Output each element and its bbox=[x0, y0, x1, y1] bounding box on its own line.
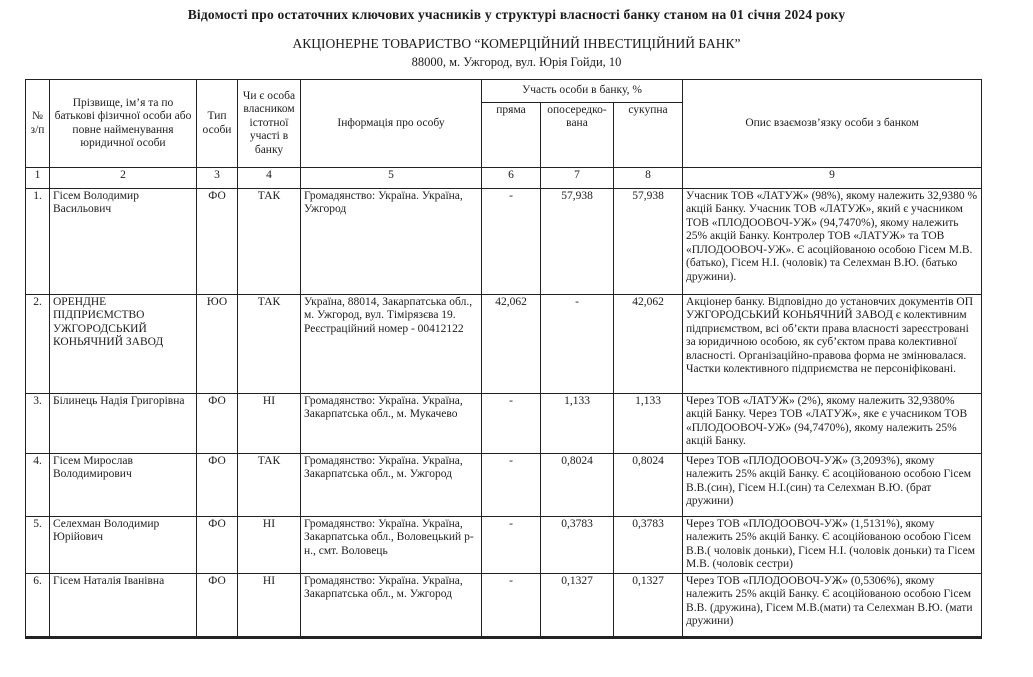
cell-direct-share: - bbox=[482, 454, 541, 517]
header-essential-owner: Чи є особа власником істотної участі в банку bbox=[238, 80, 301, 168]
cell-person-info: Громадянство: Україна. Україна, Ужгород bbox=[301, 189, 482, 295]
cell-name: ОРЕНДНЕ ПІДПРИЄМСТВО УЖГОРОДСЬКИЙ КОНЬЯЧНИЙ ЗАВОД bbox=[50, 295, 197, 394]
cell-relationship-description: Через ТОВ «ПЛОДООВОЧ-УЖ» (1,5131%), якому належить 25% акцій Банку. Є асоційованою особою Гісем В.В.( чоловік доньки), Гісем Н.І. (чоловік доньки) та Гісем М.В. (чоловік сестри) bbox=[683, 517, 982, 574]
cell-name: Селехман Володимир Юрійович bbox=[50, 517, 197, 574]
column-number: 7 bbox=[541, 168, 614, 189]
header-direct-share: пряма bbox=[482, 103, 541, 168]
cell-total-share: 1,133 bbox=[614, 394, 683, 454]
column-number: 3 bbox=[197, 168, 238, 189]
cell-indirect-share: 57,938 bbox=[541, 189, 614, 295]
column-number: 6 bbox=[482, 168, 541, 189]
header-num: № з/п bbox=[26, 80, 50, 168]
cell-person-type: ФО bbox=[197, 573, 238, 637]
header-indirect-share: опосередко-вана bbox=[541, 103, 614, 168]
column-number: 8 bbox=[614, 168, 683, 189]
column-number: 2 bbox=[50, 168, 197, 189]
cell-essential-owner: НІ bbox=[238, 573, 301, 637]
cell-person-type: ФО bbox=[197, 394, 238, 454]
cell-direct-share: - bbox=[482, 573, 541, 637]
cell-person-info: Громадянство: Україна. Україна, Закарпатська обл., м. Ужгород bbox=[301, 573, 482, 637]
cell-essential-owner: ТАК bbox=[238, 189, 301, 295]
cell-num: 2. bbox=[26, 295, 50, 394]
ownership-table bbox=[25, 79, 982, 639]
header-description: Опис взаємозв’язку особи з банком bbox=[683, 80, 982, 168]
header-participation: Участь особи в банку, % bbox=[482, 80, 683, 103]
cell-essential-owner: НІ bbox=[238, 394, 301, 454]
cell-person-info: Громадянство: Україна. Україна, Закарпатська обл., Воловецький р-н., смт. Воловець bbox=[301, 517, 482, 574]
cell-person-type: ФО bbox=[197, 517, 238, 574]
cell-person-info: Україна, 88014, Закарпатська обл., м. Ужгород, вул. Тімірязєва 19. Реєстраційний номер - 00412122 bbox=[301, 295, 482, 394]
cell-num: 5. bbox=[26, 517, 50, 574]
cell-direct-share: - bbox=[482, 189, 541, 295]
column-number: 9 bbox=[683, 168, 982, 189]
table-row bbox=[26, 573, 982, 637]
cell-person-type: ФО bbox=[197, 189, 238, 295]
cell-name: Білинець Надія Григорівна bbox=[50, 394, 197, 454]
cell-total-share: 0,8024 bbox=[614, 454, 683, 517]
table-row bbox=[26, 454, 982, 517]
cell-indirect-share: 0,8024 bbox=[541, 454, 614, 517]
cell-indirect-share: 1,133 bbox=[541, 394, 614, 454]
cell-direct-share: - bbox=[482, 517, 541, 574]
cell-person-type: ФО bbox=[197, 454, 238, 517]
cell-num: 1. bbox=[26, 189, 50, 295]
bank-address: 88000, м. Ужгород, вул. Юрія Гойди, 10 bbox=[411, 55, 622, 69]
header-person-info: Інформація про особу bbox=[301, 80, 482, 168]
page-title: Відомості про остаточних ключових учасників у структурі власності банку станом на 01 січня 2024 року bbox=[187, 7, 846, 22]
cell-person-info: Громадянство: Україна. Україна, Закарпатська обл., м. Мукачево bbox=[301, 394, 482, 454]
cell-relationship-description: Учасник ТОВ «ЛАТУЖ» (98%), якому належить 32,9380 % акцій Банку. Учасник ТОВ «ЛАТУЖ», який є учасником ТОВ «ПЛОДООВОЧ-УЖ» (94,7470%), якому належить 25% акцій Банку. Контролер ТОВ «ЛАТУЖ» та ТОВ «ПЛОДООВОЧ-УЖ». Є асоційованою особою Гісем М.В. (батько), Гісем Н.І. (чоловік) та Селехман В.Ю. (батько дружини). bbox=[683, 189, 982, 295]
cell-total-share: 0,3783 bbox=[614, 517, 683, 574]
header-total-share: сукупна bbox=[614, 103, 683, 168]
cell-person-type: ЮО bbox=[197, 295, 238, 394]
column-number: 1 bbox=[26, 168, 50, 189]
cell-essential-owner: ТАК bbox=[238, 454, 301, 517]
cell-indirect-share: 0,3783 bbox=[541, 517, 614, 574]
cell-essential-owner: ТАК bbox=[238, 295, 301, 394]
column-number: 4 bbox=[238, 168, 301, 189]
cell-num: 3. bbox=[26, 394, 50, 454]
cell-essential-owner: НІ bbox=[238, 517, 301, 574]
bank-name: АКЦІОНЕРНЕ ТОВАРИСТВО “КОМЕРЦІЙНИЙ ІНВЕСТИЦІЙНИЙ БАНК” bbox=[292, 36, 741, 51]
column-number-row bbox=[26, 168, 982, 189]
cell-direct-share: - bbox=[482, 394, 541, 454]
cell-total-share: 57,938 bbox=[614, 189, 683, 295]
cell-name: Гісем Володимир Васильович bbox=[50, 189, 197, 295]
header-name: Прізвище, ім’я та по батькові фізичної особи або повне найменування юридичної особи bbox=[50, 80, 197, 168]
cell-indirect-share: - bbox=[541, 295, 614, 394]
cell-relationship-description: Акціонер банку. Відповідно до установчих документів ОП УЖГОРОДСЬКИЙ КОНЬЯЧНИЙ ЗАВОД є колективним підприємством, всі об’єкти права власності зареєстровані за юридичною особою, як суб’єктом права колективної власності. Організаційно-правова форма не змінювалася. Частки колективного підприємства не персоніфіковані. bbox=[683, 295, 982, 394]
table-row bbox=[26, 189, 982, 295]
header-person-type: Тип особи bbox=[197, 80, 238, 168]
cell-num: 4. bbox=[26, 454, 50, 517]
table-row bbox=[26, 394, 982, 454]
cell-relationship-description: Через ТОВ «ПЛОДООВОЧ-УЖ» (0,5306%), якому належить 25% акцій Банку. Є асоційованою особою Гісем В.В. (дружина), Гісем М.В.(мати) та Селехман В.Ю. (мати дружини) bbox=[683, 573, 982, 637]
cell-name: Гісем Наталія Іванівна bbox=[50, 573, 197, 637]
cell-relationship-description: Через ТОВ «ПЛОДООВОЧ-УЖ» (3,2093%), якому належить 25% акцій Банку. Є асоційованою особою Гісем В.В.(син), Гісем Н.І.(син) та Селехман В.Ю. (брат дружини) bbox=[683, 454, 982, 517]
column-number: 5 bbox=[301, 168, 482, 189]
cell-total-share: 0,1327 bbox=[614, 573, 683, 637]
cell-person-info: Громадянство: Україна. Україна, Закарпатська обл., м. Ужгород bbox=[301, 454, 482, 517]
cell-direct-share: 42,062 bbox=[482, 295, 541, 394]
cell-relationship-description: Через ТОВ «ЛАТУЖ» (2%), якому належить 32,9380% акцій Банку. Через ТОВ «ЛАТУЖ», яке є учасником ТОВ «ПЛОДООВОЧ-УЖ» (94,7470%), якому належить 25% акцій Банку. bbox=[683, 394, 982, 454]
cell-name: Гісем Мирослав Володимирович bbox=[50, 454, 197, 517]
cell-indirect-share: 0,1327 bbox=[541, 573, 614, 637]
table-row bbox=[26, 517, 982, 574]
table-row bbox=[26, 295, 982, 394]
cell-total-share: 42,062 bbox=[614, 295, 683, 394]
cell-num: 6. bbox=[26, 573, 50, 637]
